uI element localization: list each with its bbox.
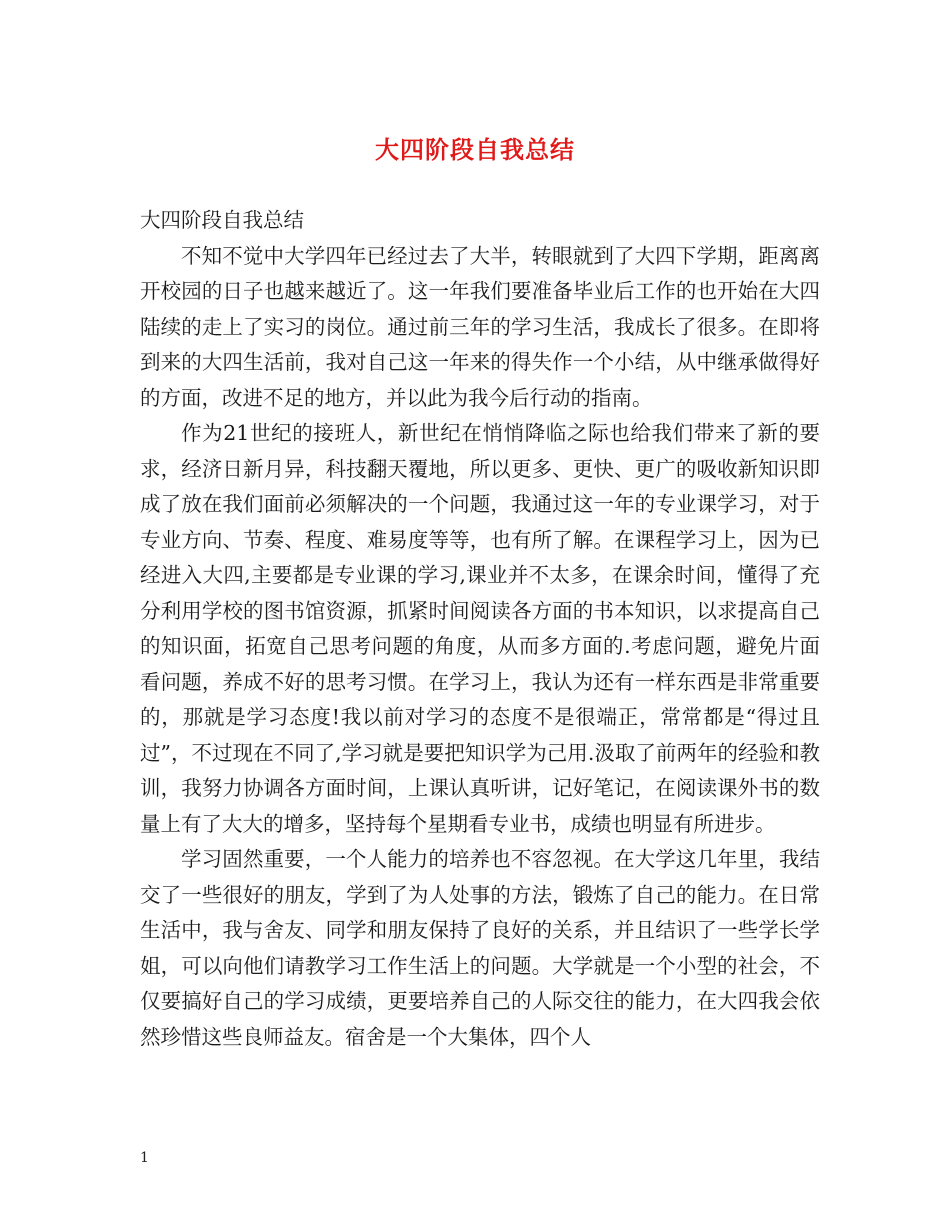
document-body — [140, 203, 820, 1055]
paragraph-1: 不知不觉中大学四年已经过去了大半，转眼就到了大四下学期，距离离开校园的日子也越来越近了。这一年我们要准备毕业后工作的也开始在大四陆续的走上了实习的岗位。通过前三年的学习生活，我成长了很多。在即将到来的大四生活前，我对自己这一年来的得失作一个小结，从中继承做得好的方面，改进不足的地方，并以此为我今后行动的指南。 — [140, 243, 820, 410]
document-subtitle: 大四阶段自我总结 — [140, 208, 304, 232]
paragraph-2: 作为21世纪的接班人，新世纪在悄悄降临之际也给我们带来了新的要求，经济日新月异，科技翻天覆地，所以更多、更快、更广的吸收新知识即成了放在我们面前必须解决的一个问题，我通过这一年的专业课学习，对于专业方向、节奏、程度、难易度等等，也有所了解。在课程学习上，因为已经进入大四,主要都是专业课的学习,课业并不太多，在课余时间，懂得了充分利用学校的图书馆资源，抓紧时间阅读各方面的书本知识，以求提高自己的知识面，拓宽自己思考问题的角度，从而多方面的.考虑问题，避免片面看问题，养成不好的思考习惯。在学习上，我认为还有一样东西是非常重要的，那就是学习态度!我以前对学习的态度不是很端正，常常都是“得过且过”，不过现在不同了,学习就是要把知识学为己用.汲取了前两年的经验和教训，我努力协调各方面时间，上课认真听讲，记好笔记，在阅读课外书的数量上有了大大的增多，坚持每个星期看专业书，成绩也明显有所进步。 — [140, 421, 820, 836]
document-title: 大四阶段自我总结 — [375, 135, 575, 164]
paragraph-3: 学习固然重要，一个人能力的培养也不容忽视。在大学这几年里，我结交了一些很好的朋友，学到了为人处事的方法，锻炼了自己的能力。在日常生活中，我与舍友、同学和朋友保持了良好的关系，并且结识了一些学长学姐，可以向他们请教学习工作生活上的问题。大学就是一个小型的社会，不仅要搞好自己的学习成绩，更要培养自己的人际交往的能力，在大四我会依然珍惜这些良师益友。宿舍是一个大集体，四个人 — [140, 847, 820, 1049]
page-number: 1 — [140, 1150, 149, 1166]
